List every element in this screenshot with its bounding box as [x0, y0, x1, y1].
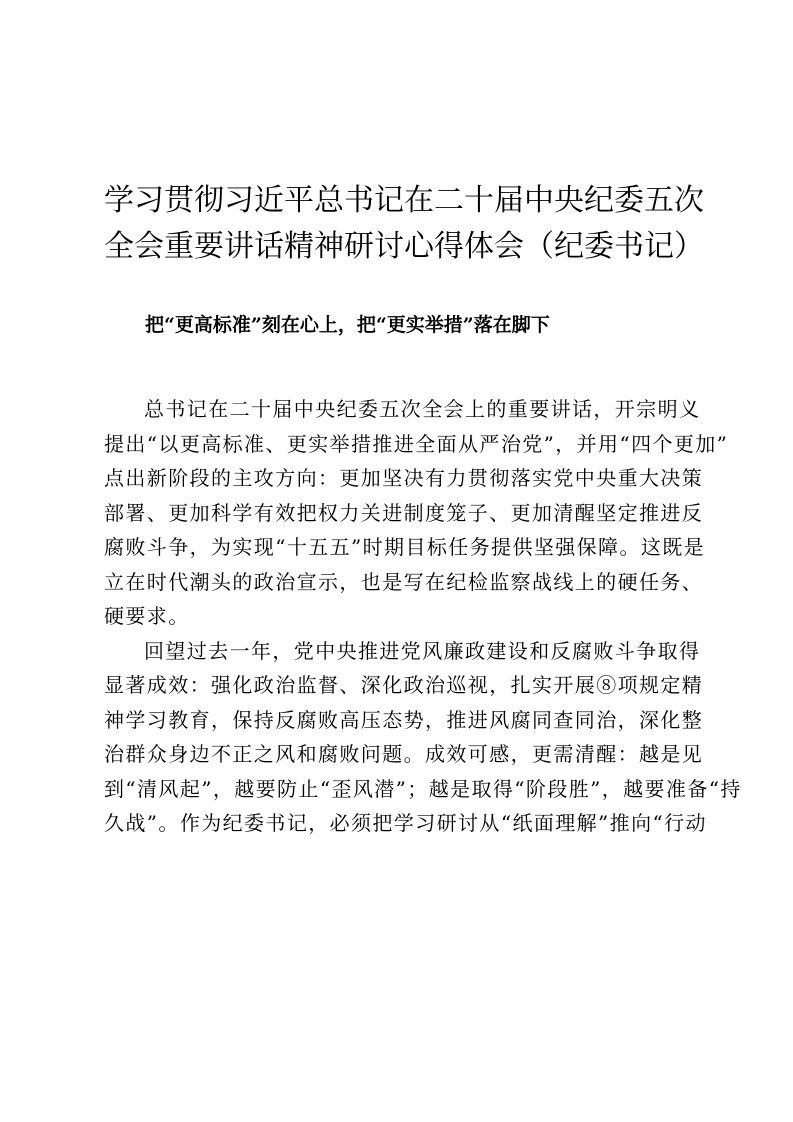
paragraph-2-line: 到“清风起”，越要防止“歪风潜”；越是取得“阶段胜”，越要准备“持 [104, 776, 742, 801]
document-subtitle: 把“更高标准”刻在心上，把“更实举措”落在脚下 [145, 314, 550, 336]
paragraph-2-line: 治群众身边不正之风和腐败问题。成效可感，更需清醒：越是见 [104, 742, 704, 766]
paragraph-1-line: 部署、更加科学有效把权力关进制度笼子、更加清醒坚定推进反 [104, 500, 704, 525]
paragraph-2-line: 久战”。作为纪委书记，必须把学习研讨从“纸面理解”推向“行动 [104, 811, 707, 835]
paragraph-2-line: 回望过去一年，党中央推进党风廉政建设和反腐败斗争取得 [144, 638, 701, 663]
paragraph-1-line: 提出“以更高标准、更实举措推进全面从严治党”，并用“四个更加” [104, 431, 729, 456]
paragraph-1-line: 腐败斗争，为实现“十五五”时期目标任务提供坚强保障。这既是 [104, 535, 706, 559]
paragraph-2-line: 神学习教育，保持反腐败高压态势，推进风腐同查同治，深化整 [104, 707, 704, 732]
title-line: 学习贯彻习近平总书记在二十届中央纪委五次 [104, 183, 704, 218]
paragraph-1-line: 总书记在二十届中央纪委五次全会上的重要讲话，开宗明义 [144, 397, 701, 421]
paragraph-1-line: 立在时代潮头的政治宣示，也是写在纪检监察战线上的硬任务、 [104, 569, 704, 594]
title-line: 全会重要讲话精神研讨心得体会（纪委书记） [104, 229, 704, 264]
paragraph-1-line: 硬要求。 [104, 604, 190, 628]
paragraph-2-line: 显著成效：强化政治监督、深化政治巡视，扎实开展⑧项规定精 [104, 673, 704, 697]
paragraph-1-line: 点出新阶段的主攻方向：更加坚决有力贯彻落实党中央重大决策 [104, 466, 704, 490]
document-body [104, 392, 742, 841]
document-title [104, 178, 704, 270]
